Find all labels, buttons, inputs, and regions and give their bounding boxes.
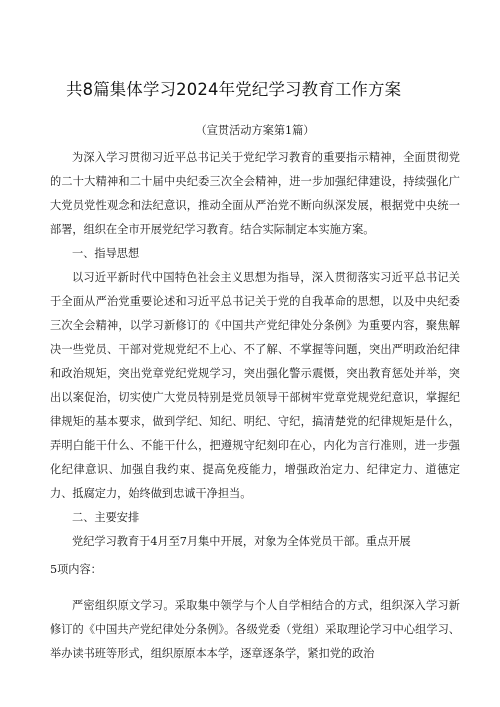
document-subtitle: （宣贯活动方案第1篇） [195,124,315,137]
main-arrangements-line-1: 党纪学习教育于4月至7月集中开展，对象为全体党员干部。重点开展 [72,535,411,548]
item-1-paragraph: 严密组织原文学习。采取集中领学与个人自学相结合的方式，组织深入学习新修订的《中国共产党纪律处分条例》。各级党委（党组）采取理论学习中心组学习、举办读书班等形式，组织原原本本学，逐章逐条学，紧扣党的政治 [50,599,460,660]
intro-paragraph: 为深入学习贯彻习近平总书记关于党纪学习教育的重要指示精神，全面贯彻党的二十大精神和二十届中央纪委三次全会精神，进一步加强纪律建设，持续强化广大党员党性观念和法纪意识，推动全面从严治党不断向纵深发展，根据党中央统一部署，组织在全市开展党纪学习教育。结合实际制定本实施方案。 [50,151,460,236]
document-body [50,122,460,666]
document-title: 共8篇集体学习2024年党纪学习教育工作方案 [66,80,402,99]
guiding-ideology-paragraph: 以习近平新时代中国特色社会主义思想为指导，深入贯彻落实习近平总书记关于全面从严治党重要论述和习近平总书记关于党的自我革命的思想，以及中央纪委三次全会精神，以学习新修订的《中国共产党纪律处分条例》为重要内容，聚焦解决一些党员、干部对党规党纪不上心、不了解、不掌握等问题，突出严明政治纪律和政治规矩，突出党章党纪党规学习，突出强化警示震慑，突出教育惩处并举，突出以案促治，切实使广大党员特别是党员领导干部树牢党章党规党纪意识，掌握纪律规矩的基本要求，做到学纪、知纪、明纪、守纪，搞清楚党的纪律规矩是什么，弄明白能干什么、不能干什么，把遵规守纪刻印在心，内化为言行准则，进一步强化纪律意识、加强自我约束、提高免疫能力，增强政治定力、纪律定力、道德定力、抵腐定力，始终做到忠诚干净担当。 [50,271,460,500]
section-heading-main-arrangements: 二、主要安排 [72,511,140,524]
main-arrangements-line-2: 5项内容： [50,563,102,576]
section-heading-guiding-ideology: 一、指导思想 [72,247,140,260]
